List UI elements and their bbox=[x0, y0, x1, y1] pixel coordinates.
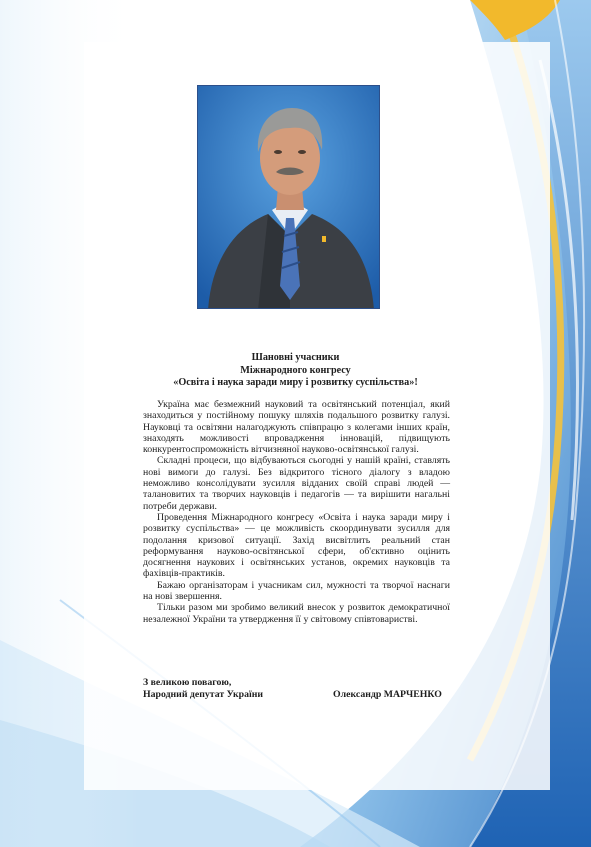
portrait-photo bbox=[197, 85, 380, 309]
closing-regards: З великою повагою, bbox=[143, 677, 232, 688]
letter-paragraph: Тільки разом ми зробимо великий внесок у розвиток демократичної незалежної України та утвердження її у світовому співтоваристві. bbox=[143, 602, 450, 625]
letter-paragraph: Україна має безмежний науковий та освітянський потенціал, який знаходиться у постійному пошуку шляхів подальшого розвитку галузі. Науковці та освітяни налагоджують співпрацю з колегами інших країн, знаходять можливості впровадження інновацій, підвищують конкурентоспроможність вітчизняної науково-освітянської галузі. bbox=[143, 399, 450, 456]
letter-paragraph: Складні процеси, що відбуваються сьогодні у нашій країні, ставлять нові вимоги до галузі. Без відкритого тісного діалогу з владою неможливо консолідувати зусилля відданих своїй справі людей — талановитих та творчих науковців і педагогів — та вирішити нагальні потреби держави. bbox=[143, 455, 450, 512]
letter-paragraph: Проведення Міжнародного конгресу «Освіта і наука заради миру і розвитку суспільства» — це можливість скоординувати зусилля для подолання кризової ситуації. Захід висвітлить реальний стан реформування науково-освітянської сфери, об'єктивно оцінить досягнення наукових і освітянських установ, окремих науковців та фахівців-практиків. bbox=[143, 511, 450, 580]
signature-block bbox=[143, 677, 453, 701]
signatory-name: Олександр МАРЧЕНКО bbox=[333, 689, 442, 700]
greeting-line-2: Міжнародного конгресу bbox=[240, 364, 351, 376]
greeting-line-3: «Освіта і наука заради миру і розвитку суспільства»! bbox=[173, 377, 418, 389]
greeting-line-1: Шановні учасники bbox=[251, 352, 340, 363]
signatory-position: Народний депутат України bbox=[143, 689, 263, 700]
letter-paragraph: Бажаю організаторам і учасникам сил, мужності та творчої наснаги на нові звершення. bbox=[143, 579, 450, 603]
greeting-heading bbox=[130, 352, 461, 390]
letter-body bbox=[143, 399, 450, 625]
